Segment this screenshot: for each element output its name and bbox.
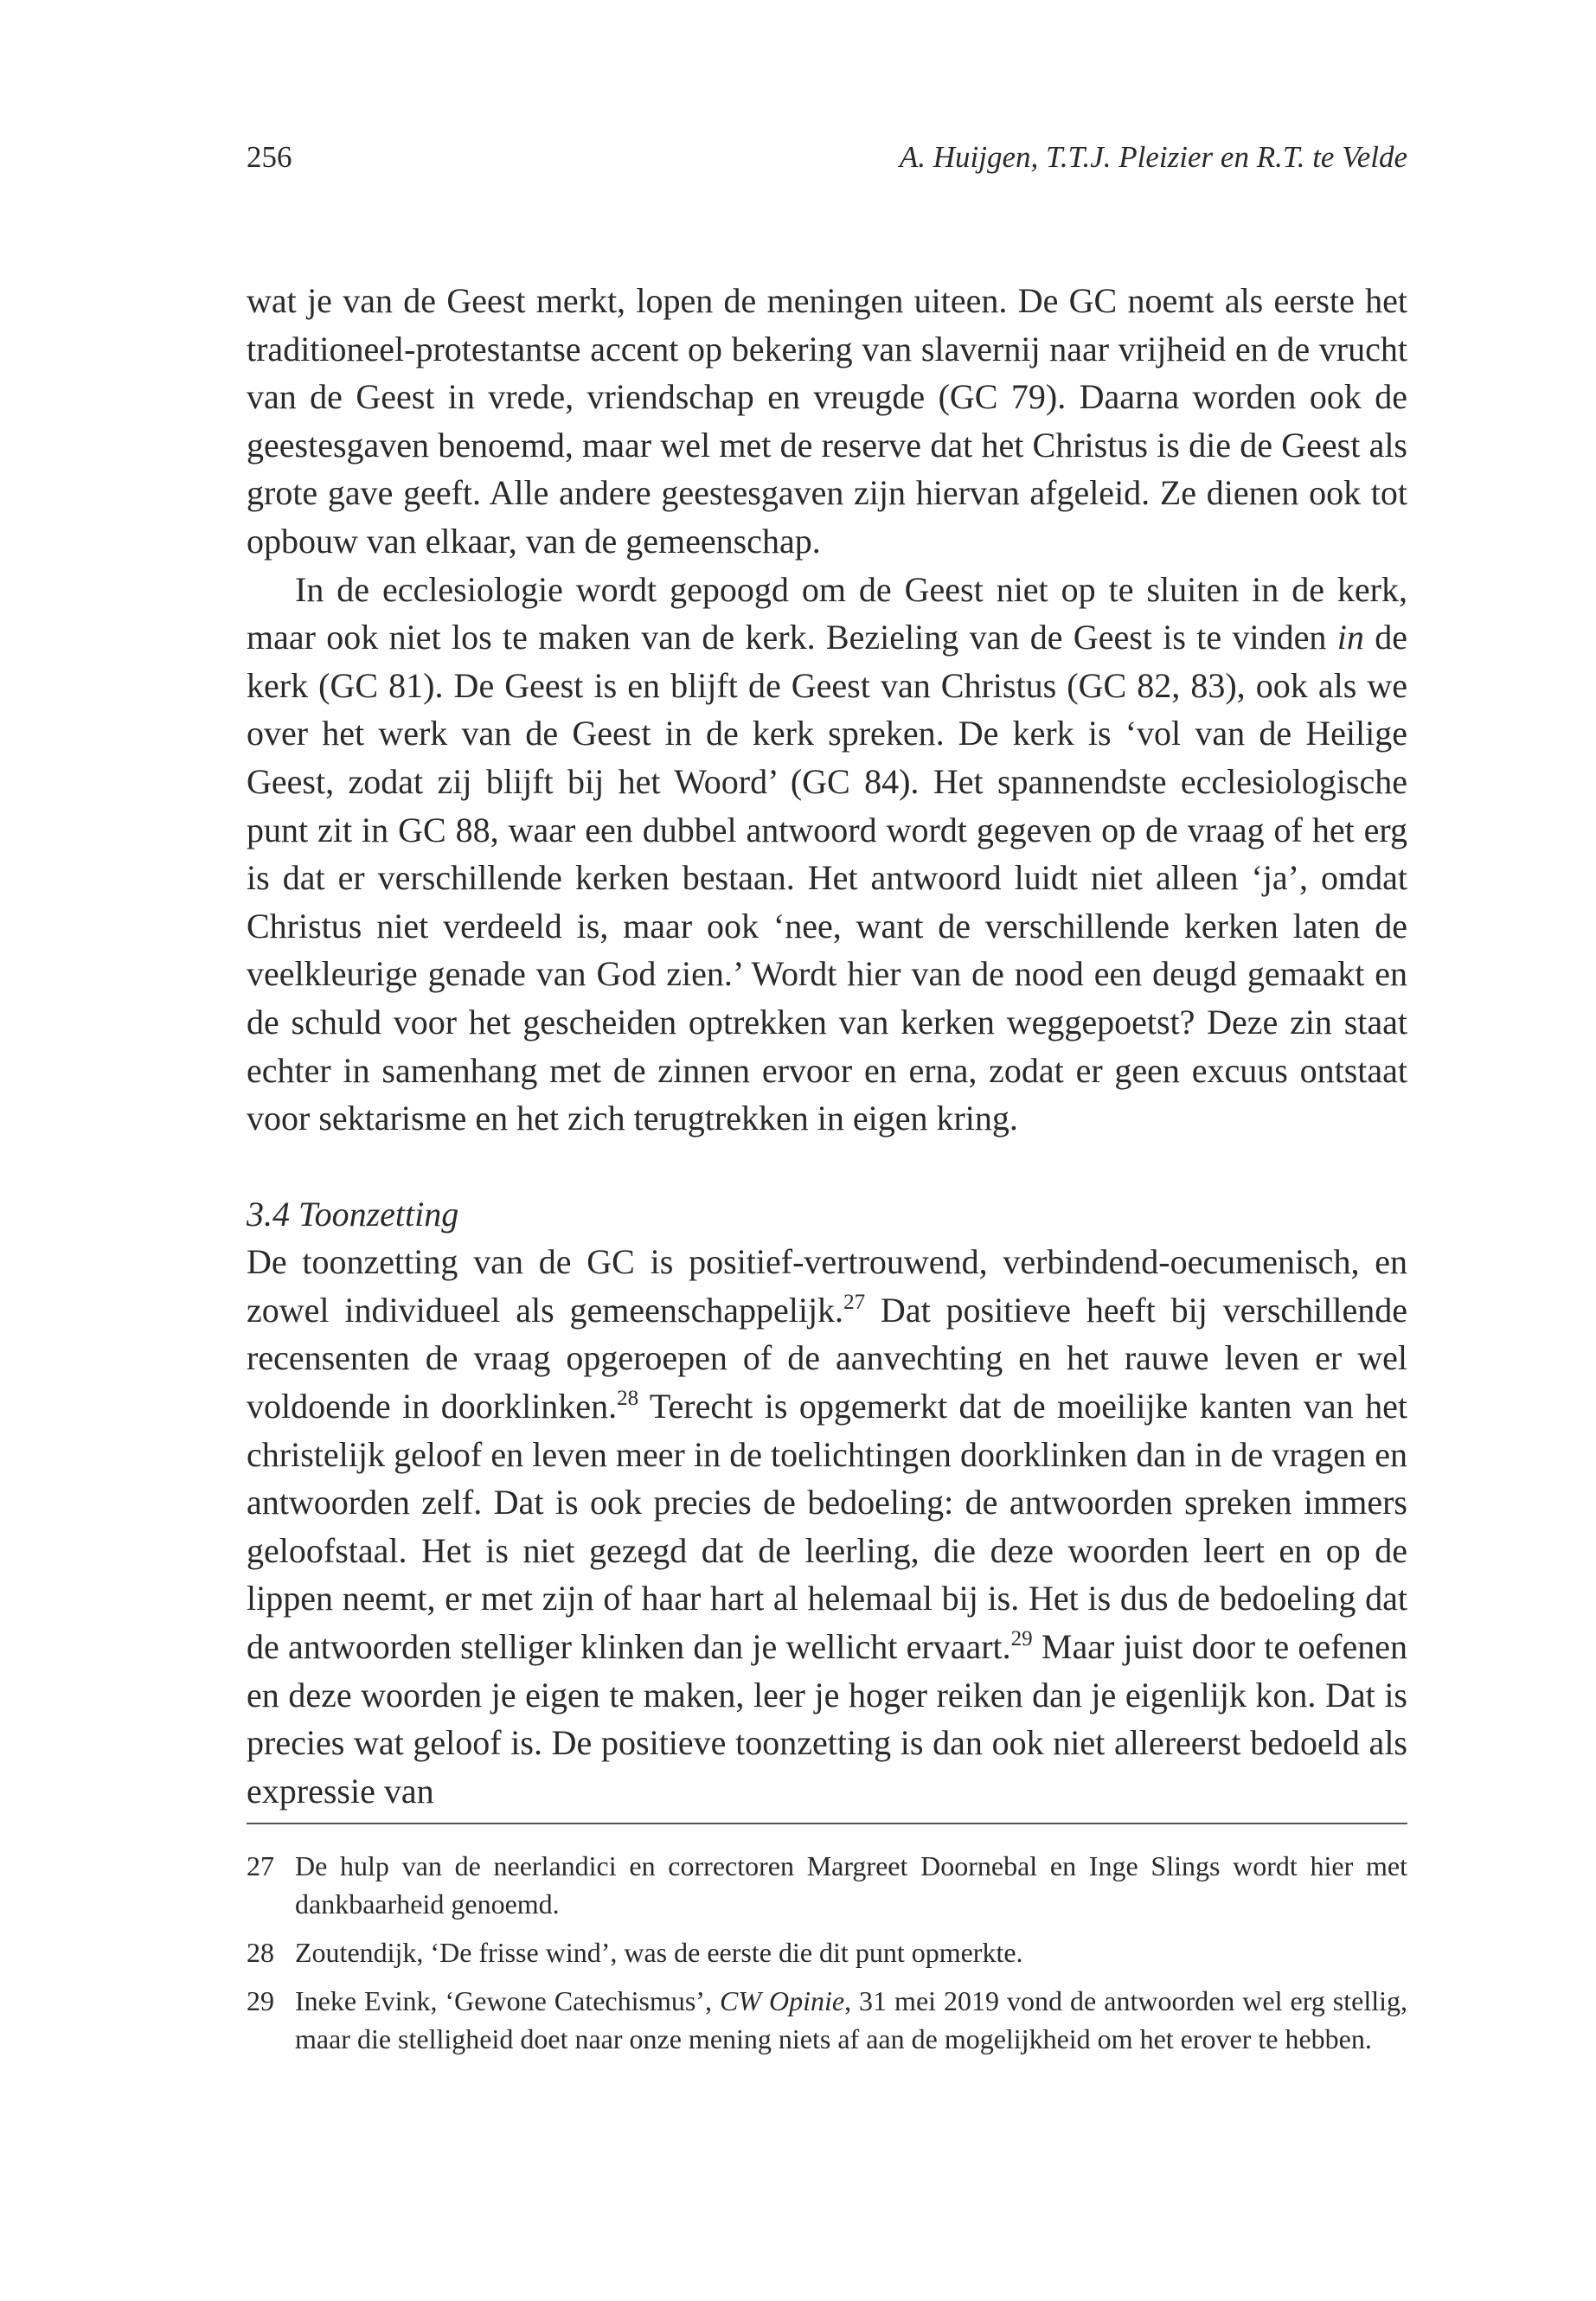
paragraph-3-text-b: Dat positieve heeft bij verschillende recensenten de vraag opgeroepen of de aanvechting en het rauwe leven er wel voldoende in doorklinken.: [247, 1290, 1407, 1426]
footnote-number: 29: [247, 1985, 274, 2016]
section-heading: 3.4 Toonzetting: [247, 1194, 459, 1234]
paragraph-1: [247, 277, 1407, 566]
footnote-text: De hulp van de neerlandici en correctoren Margreet Doornebal en Inge Slings wordt hier met dankbaarheid genoemd.: [295, 1850, 1407, 1920]
paragraph-3-text-a: De toonzetting van de GC is positief-vertrouwend, verbindend-oecumenisch, en zowel individueel als gemeenschappelijk.: [247, 1242, 1407, 1330]
footnote-divider: [247, 1823, 1407, 1824]
footnote-text: Zoutendijk, ‘De frisse wind’, was de eerste die dit punt opmerkte.: [295, 1937, 1023, 1968]
footnote-number: 28: [247, 1937, 274, 1968]
footnote-journal-title: CW Opinie: [719, 1985, 845, 2016]
main-text: [247, 277, 1407, 1815]
footnote-number: 27: [247, 1850, 274, 1881]
paragraph-3-text-d: Maar juist door te oefenen en deze woorden je eigen te maken, leer je hoger reiken dan je eigenlijk kon. Dat is precies wat geloof is. De positieve toonzetting is dan ook niet allereerst bedoeld als expressie van: [247, 1627, 1407, 1811]
footnote-ref-27[interactable]: 27: [843, 1290, 866, 1314]
paragraph-2: [247, 566, 1407, 1143]
footnote-27: [247, 1847, 1407, 1923]
footnote-ref-28[interactable]: 28: [617, 1387, 639, 1411]
footnotes: [247, 1847, 1407, 2068]
footnote-29: [247, 1982, 1407, 2058]
paragraph-1-text: wat je van de Geest merkt, lopen de meningen uiteen. De GC noemt als eerste het traditioneel-protestantse accent op bekering van slavernij naar vrijheid en de vrucht van de Geest in vrede, vriendschap en vreugde (GC 79). Daarna worden ook de geestesgaven benoemd, maar wel met de reserve dat het Christus is die de Geest als grote gave geeft. Alle andere geestesgaven zijn hiervan afgeleid. Ze dienen ook tot opbouw van elkaar, van de gemeenschap.: [247, 281, 1407, 561]
footnote-ref-29[interactable]: 29: [1010, 1627, 1033, 1651]
footnote-text-b: , 31 mei 2019 vond de antwoorden wel erg stellig, maar die stelligheid doet naar onze mening niets af aan de mogelijkheid om het erover te hebben.: [295, 1985, 1408, 2054]
footnote-text-a: Ineke Evink, ‘Gewone Catechismus’,: [295, 1985, 720, 2016]
page-number: 256: [247, 140, 292, 174]
paragraph-2-text-b: de kerk (GC 81). De Geest is en blijft de Geest van Christus (GC 82, 83), ook als we over het werk van de Geest in de kerk spreken. De kerk is ‘vol van de Heilige Geest, zodat zij blijft bij het Woord’ (GC 84). Het spannendste ecclesiologische punt zit in GC 88, waar een dubbel antwoord wordt gegeven op de vraag of het erg is dat er verschillende kerken bestaan. Het antwoord luidt niet alleen ‘ja’, omdat Christus niet verdeeld is, maar ook ‘nee, want de verschillende kerken laten de veelkleurige genade van God zien.’ Wordt hier van de nood een deugd gemaakt en de schuld voor het gescheiden optrekken van kerken weggepoetst? Deze zin staat echter in samenhang met de zinnen ervoor en erna, zodat er geen excuus ontstaat voor sektarisme en het zich terugtrekken in eigen kring.: [247, 618, 1407, 1138]
paragraph-3-text-c: Terecht is opgemerkt dat de moeilijke kanten van het christelijk geloof en leven meer in de toelichtingen doorklinken dan in de vragen en antwoorden zelf. Dat is ook precies de bedoeling: de antwoorden spreken immers geloofstaal. Het is niet gezegd dat de leerling, die deze woorden leert en op de lippen neemt, er met zijn of haar hart al helemaal bij is. Het is dus de bedoeling dat de antwoorden stelliger klinken dan je wellicht ervaart.: [247, 1387, 1407, 1667]
paragraph-2-text-a: In de ecclesiologie wordt gepoogd om de Geest niet op te sluiten in de kerk, maar ook niet los te maken van de kerk. Bezieling van de Geest is te vinden: [247, 569, 1407, 657]
emphasis-in: in: [1336, 618, 1364, 657]
running-head: [247, 137, 1407, 178]
paragraph-3: [247, 1238, 1407, 1815]
header-authors: A. Huijgen, T.T.J. Pleizier en R.T. te Velde: [899, 140, 1407, 174]
footnote-28: [247, 1933, 1407, 1971]
